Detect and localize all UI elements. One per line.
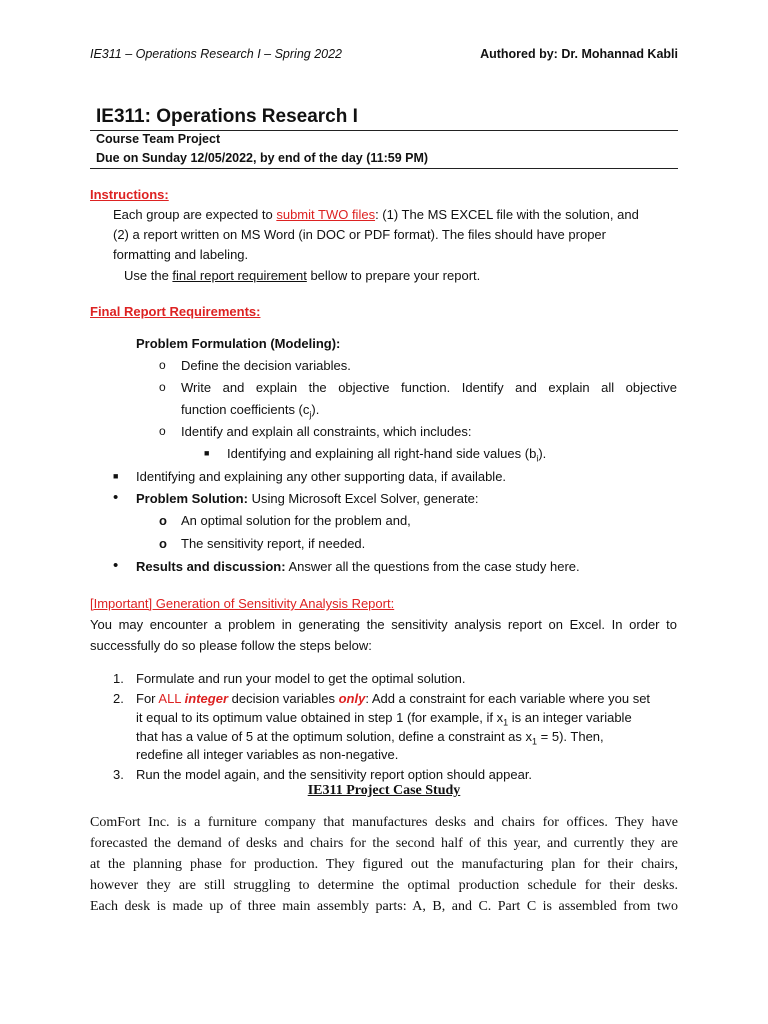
sensitivity-heading: [Important] Generation of Sensitivity Analysis Report: [90,596,395,611]
step-1-text: Formulate and run your model to get the optimal solution. [136,671,466,686]
case-study-title: IE311 Project Case Study [307,783,461,798]
text: decision variables [228,691,339,706]
text: Each group are expected to [113,207,277,222]
text: is an integer variable [508,710,632,725]
final-report-requirement-ref: final report requirement [172,268,307,283]
text: that has a value of 5 at the optimum solution, define a constraint as x [136,729,533,744]
solid-bullet-icon: • [113,557,119,574]
text: it equal to its optimum value obtained in step 1 (for example, if x [136,710,504,725]
label: Problem Solution: [136,491,248,506]
text: bellow to prepare your report. [306,268,481,283]
text: : Add a constraint for each variable where you set [365,691,651,706]
case-study-line: ComFort Inc. is a furniture company that manufactures desks and chairs for offices. They have [90,815,678,830]
case-study-line: however they are still struggling to determine the optimal production schedule for their desks. [90,878,678,893]
running-header-author: Authored by: Dr. Mohannad Kabli [480,47,678,61]
bullet-sensitivity-report: The sensitivity report, if needed. [181,536,366,551]
step-3-number: 3. [113,767,124,782]
emphasis-all: ALL [158,691,185,706]
hollow-bullet-icon: o [159,536,167,551]
text: : (1) The MS EXCEL file with the solution, and [375,207,639,222]
case-study-line: Each desk is made up of three main assembly parts: A, B, and C. Part C is assembled from two [90,899,678,914]
label: Results and discussion: [136,559,286,574]
bullet-supporting-data: Identifying and explaining any other supporting data, if available. [136,469,507,484]
subscript: 1 [532,736,538,747]
title-rule [90,130,678,131]
text: function coefficients (c [181,402,310,417]
subscript: 1 [503,717,509,728]
text: Identifying and explaining all right-hand side values (b [227,446,537,461]
final-report-heading: Final Report Requirements: [90,304,261,319]
bullet-constraints: Identify and explain all constraints, which includes: [181,424,472,439]
square-bullet-icon: ■ [113,471,119,481]
document-title: IE311: Operations Research I [96,106,358,127]
hollow-bullet-icon: o [159,358,166,372]
step-2-line-1 [136,689,650,708]
bullet-results-discussion [136,557,580,576]
emphasis-only: only [338,691,366,706]
hollow-bullet-icon: o [159,424,166,438]
case-study-line: forecasted the demand of desks and chairs for the second half of this year, and currently they are [90,836,678,851]
text: Answer all the questions from the case study here. [285,559,580,574]
bullet-decision-variables: Define the decision variables. [181,358,351,373]
subtitle-rule [90,168,678,169]
step-1-number: 1. [113,671,124,686]
instructions-line-2: (2) a report written on MS Word (in DOC or PDF format). The files should have proper [113,227,606,242]
bullet-objective-coefficients [181,400,319,425]
document-subtitle: Course Team Project [96,132,221,146]
subscript: j [309,409,312,420]
instructions-line-4 [124,266,480,285]
due-date: Due on Sunday 12/05/2022, by end of the day (11:59 PM) [96,151,429,165]
submit-two-files-link: submit TWO files [276,207,376,222]
square-bullet-icon: ■ [204,448,210,458]
bullet-objective-function: Write and explain the objective function. Identify and explain all objective [181,380,677,395]
instructions-heading: Instructions: [90,187,169,202]
case-study-paragraph [90,812,678,917]
hollow-bullet-icon: o [159,513,167,528]
step-3-text: Run the model again, and the sensitivity report option should appear. [136,767,533,782]
case-study-line: at the planning phase for production. They figured out the manufacturing plan for their chairs, [90,857,678,872]
problem-formulation-heading: Problem Formulation (Modeling): [136,336,341,351]
text: For [136,691,159,706]
hollow-bullet-icon: o [159,380,166,394]
step-2-line-4: redefine all integer variables as non-negative. [136,747,399,762]
text: ). [538,446,547,461]
bullet-rhs-values [227,444,546,469]
text: Use the [124,268,173,283]
emphasis-integer: integer [184,691,229,706]
sensitivity-paragraph-2: successfully do so please follow the steps below: [90,638,372,653]
text: ). [311,402,320,417]
sensitivity-paragraph-1: You may encounter a problem in generating the sensitivity analysis report on Excel. In order to [90,617,677,632]
step-2-number: 2. [113,691,124,706]
subscript: i [536,453,539,464]
instructions-line-1 [113,205,639,224]
solid-bullet-icon: • [113,489,119,506]
bullet-optimal-solution: An optimal solution for the problem and, [181,513,411,528]
instructions-line-3: formatting and labeling. [113,247,249,262]
text: Using Microsoft Excel Solver, generate: [247,491,479,506]
bullet-problem-solution [136,489,478,508]
running-header-course: IE311 – Operations Research I – Spring 2022 [90,47,343,61]
text: = 5). Then, [537,729,604,744]
